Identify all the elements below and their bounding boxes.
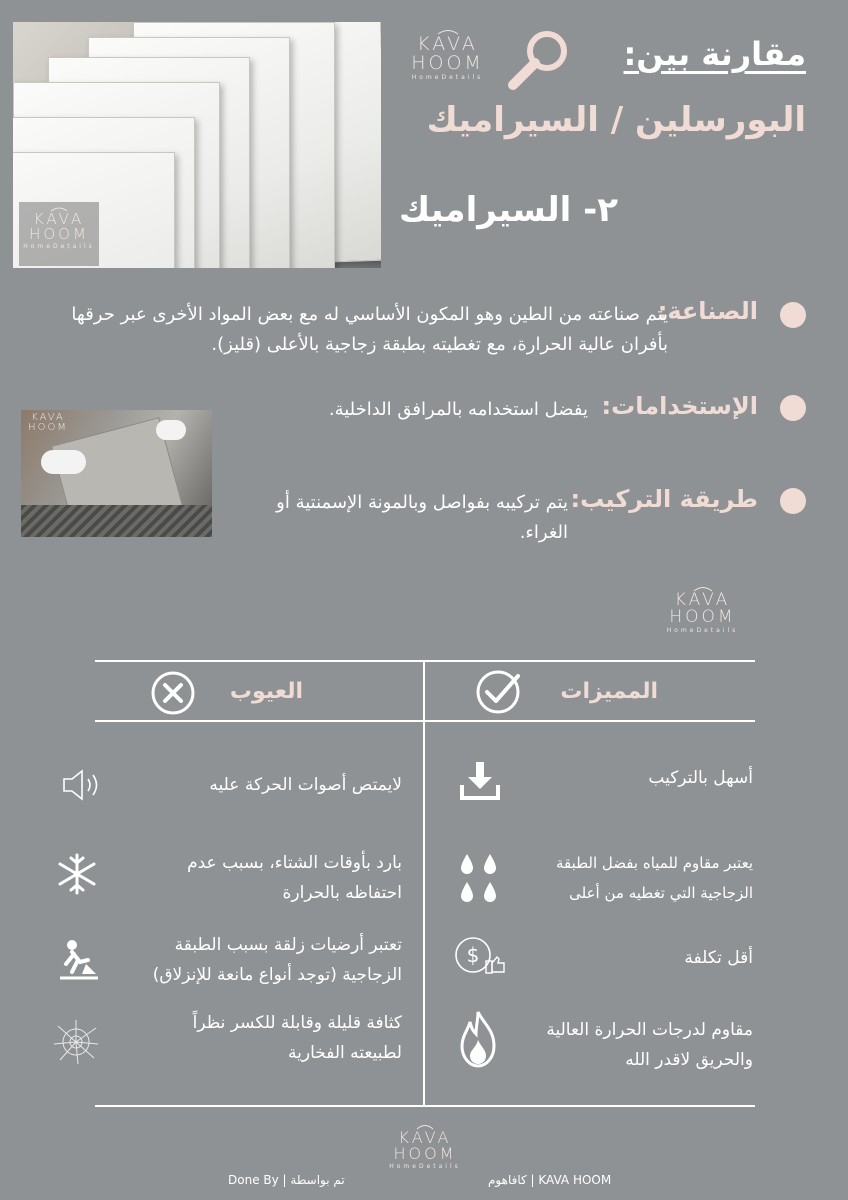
- pros-item: أسهل بالتركيب: [648, 768, 753, 788]
- bullet-dot: [780, 488, 806, 514]
- pros-column-header: المميزات: [560, 679, 658, 704]
- table-header-divider: [95, 720, 755, 722]
- tile-installation-photo: [21, 410, 212, 537]
- cons-item: بارد بأوقات الشتاء، بسبب عدم احتفاظه بالحرارة: [187, 853, 402, 903]
- uses-text: يفضل استخدامه بالمرافق الداخلية.: [328, 399, 588, 420]
- fire-icon: [458, 1010, 498, 1068]
- section-title: ٢- السيراميك: [398, 190, 618, 230]
- speaker-icon: [60, 767, 104, 803]
- pros-item: مقاوم لدرجات الحرارة العالية والحريق لاقدر الله: [546, 1020, 753, 1070]
- bullet-dot: [780, 302, 806, 328]
- photo-watermark-logo: KAVA HOOM HomeDetails: [19, 202, 99, 266]
- water-drops-icon: [457, 852, 501, 906]
- dollar-coin-icon: [453, 935, 507, 979]
- download-icon: [460, 760, 500, 800]
- cons-item: تعتبر أرضيات زلقة بسبب الطبقة الزجاجية (توجد أنواع مانعة للإنزلاق): [152, 935, 402, 985]
- page-title: مقارنة بين:: [623, 35, 806, 73]
- done-by-credit: Done By | تم بواسطة: [228, 1173, 345, 1187]
- svg-text:$: $: [466, 943, 480, 967]
- brand-logo-footer: KAVA HOOM HomeDetails: [382, 1123, 468, 1170]
- pros-item: يعتبر مقاوم للمياه بفضل الطبقة الزجاجية التي تغطيه من أعلى: [555, 854, 753, 902]
- uses-label: الإستخدامات:: [601, 392, 758, 420]
- pros-item: أقل تكلفة: [684, 948, 753, 968]
- bullet-dot: [780, 395, 806, 421]
- cracked-glass-icon: [52, 1018, 100, 1066]
- ceramic-tiles-photo: [13, 22, 381, 268]
- installation-label: طريقة التركيب:: [570, 485, 758, 513]
- comparison-subject: البورسلين / السيراميك: [426, 100, 806, 140]
- cons-item: كثافة قليلة وقابلة للكسر نظراً لطبيعته الفخارية: [192, 1013, 402, 1063]
- table-bottom-border: [95, 1105, 755, 1107]
- brand-logo-header: KAVA HOOM HomeDetails: [395, 28, 500, 81]
- installation-text: يتم تركيبه بفواصل وبالمونة الإسمنتية أو الغراء.: [276, 492, 568, 543]
- manufacturing-label: الصناعة:: [657, 297, 758, 325]
- snowflake-icon: [55, 852, 99, 896]
- photo-watermark-logo: KAVA HOOM: [28, 412, 68, 433]
- brand-logo-middle: KAVA HOOM HomeDetails: [655, 585, 750, 634]
- cons-item: لايمتص أصوات الحركة عليه: [209, 775, 402, 795]
- slippery-floor-icon: [58, 938, 100, 980]
- table-top-border: [95, 660, 755, 662]
- manufacturing-text: يتم صناعته من الطين وهو المكون الأساسي له مع بعض المواد الأخرى عبر حرقها بأفران عالية الحرارة، مع تغطيته بطبقة زجاجية بالأعلى (قليز).: [71, 304, 668, 355]
- search-icon: [505, 25, 575, 95]
- brand-credit: كافاهوم | KAVA HOOM: [488, 1173, 612, 1187]
- cons-column-header: العيوب: [229, 679, 303, 704]
- check-circle-icon: [474, 668, 526, 716]
- table-column-divider: [423, 660, 425, 1105]
- x-circle-icon: [150, 670, 196, 716]
